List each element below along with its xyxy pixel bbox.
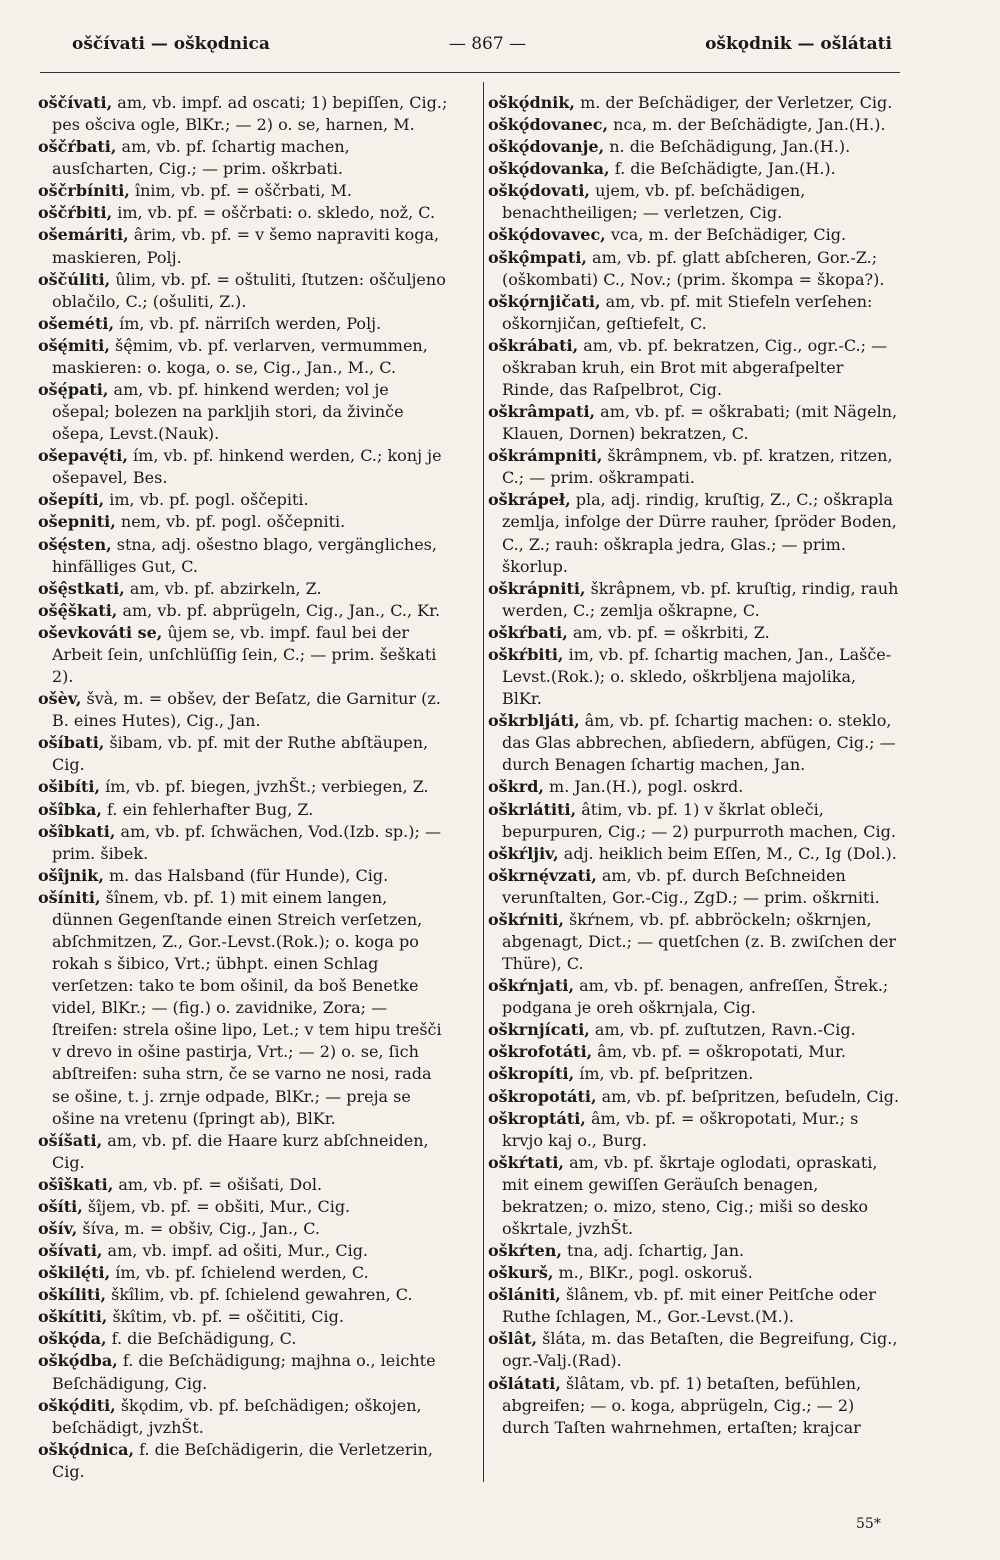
dictionary-entry bbox=[38, 1395, 450, 1439]
entry-definition: am, vb. pf. die Haare kurz abſchneiden, Cig. bbox=[52, 1130, 429, 1172]
entry-definition: am, vb. pf. bekratzen, Cig., ogr.-C.; — oškraban kruh, ein Brot mit abgeraſpelter Rinde, das Raſpelbrot, Cig. bbox=[502, 335, 888, 400]
dictionary-entry bbox=[38, 622, 450, 688]
dictionary-entry bbox=[38, 578, 450, 600]
dictionary-entry bbox=[488, 158, 900, 180]
entry-definition: m. das Halsband (für Hunde), Cig. bbox=[103, 865, 389, 885]
headword: oškǫ́diti, bbox=[38, 1395, 116, 1415]
dictionary-entry bbox=[38, 1439, 450, 1483]
headword: oškropotáti, bbox=[488, 1086, 597, 1106]
dictionary-entry bbox=[488, 224, 900, 246]
headword: ošíbati, bbox=[38, 733, 105, 753]
running-header bbox=[72, 34, 892, 54]
headword: oškrnę́vzati, bbox=[488, 865, 597, 885]
headword: oškǫ́dovati, bbox=[488, 181, 590, 201]
headword: oškǫ̂mpati, bbox=[488, 247, 587, 267]
dictionary-entry bbox=[38, 224, 450, 268]
dictionary-entry bbox=[488, 1086, 900, 1108]
headword: oškrámpniti, bbox=[488, 446, 603, 466]
dictionary-entry bbox=[38, 1174, 450, 1196]
headword: oškŕljiv, bbox=[488, 843, 559, 863]
entry-definition: adj. heiklich beim Eſſen, M., C., Ig (Dol.). bbox=[558, 843, 897, 863]
headword: ošepavę́ti, bbox=[38, 446, 128, 466]
dictionary-entry bbox=[38, 313, 450, 335]
header-right: oškǫdnik — ošlátati bbox=[705, 34, 892, 54]
headword: oškǫ́dba, bbox=[38, 1351, 118, 1371]
headword: ošèv, bbox=[38, 689, 82, 709]
headword: ošemáriti, bbox=[38, 225, 129, 245]
dictionary-entry bbox=[38, 180, 450, 202]
headword: ošíti, bbox=[38, 1196, 83, 1216]
headword: ošîjnik, bbox=[38, 865, 104, 885]
entry-definition: stna, adj. ošestno blago, vergängliches, hinfälliges Gut, C. bbox=[52, 534, 437, 576]
entry-definition: ím, vb. pf. hinkend werden, C.; konj je ošepavel, Bes. bbox=[52, 446, 442, 488]
headword: oškŕnjati, bbox=[488, 976, 575, 996]
headword: oškíliti, bbox=[38, 1285, 107, 1305]
entry-definition: am, vb. pf. = oškrbiti, Z. bbox=[567, 622, 770, 642]
headword: oškrofotáti, bbox=[488, 1042, 593, 1062]
entry-definition: f. die Beſchädigte, Jan.(H.). bbox=[609, 159, 836, 179]
entry-definition: šláta, m. das Betaſten, die Begreifung, Cig., ogr.-Valj.(Rad). bbox=[502, 1329, 898, 1371]
headword: oškropíti, bbox=[488, 1064, 575, 1084]
headword: oškrd, bbox=[488, 777, 544, 797]
headword: oškǫ́dnik, bbox=[488, 93, 575, 112]
headword: oščúliti, bbox=[38, 269, 111, 289]
entry-definition: šlâtam, vb. pf. 1) betaſten, befühlen, abgreifen; — o. koga, abprügeln, Cig.; — 2) durch Taſten wahrnehmen, ertaſten; krajcar bbox=[502, 1373, 862, 1437]
dictionary-entry bbox=[488, 1284, 900, 1328]
entry-definition: ujem, vb. pf. beſchädigen, benachtheiligen; — verletzen, Cig. bbox=[502, 181, 806, 223]
headword: ošę́sten, bbox=[38, 534, 112, 554]
dictionary-entry bbox=[488, 843, 900, 865]
entry-definition: înim, vb. pf. = oščrbati, M. bbox=[129, 181, 352, 201]
headword: ošę̂škati, bbox=[38, 600, 118, 620]
entry-definition: im, vb. pf. = oščrbati: o. skledo, nož, C. bbox=[112, 203, 436, 223]
headword: oškurš, bbox=[488, 1263, 554, 1283]
dictionary-entry bbox=[488, 975, 900, 1019]
headword: oškǫ́dovanje, bbox=[488, 137, 605, 157]
dictionary-entry bbox=[488, 1262, 900, 1284]
dictionary-entry bbox=[488, 865, 900, 909]
entry-definition: škrâpnem, vb. pf. kruſtig, rindig, rauh werden, C.; zemlja oškrapne, C. bbox=[502, 578, 899, 620]
entry-definition: nem, vb. pf. pogl. oščepniti. bbox=[115, 512, 346, 532]
headword: ošibíti, bbox=[38, 777, 101, 797]
dictionary-entry bbox=[38, 600, 450, 622]
entry-definition: šîjem, vb. pf. = obšiti, Mur., Cig. bbox=[82, 1196, 351, 1216]
dictionary-entry bbox=[488, 291, 900, 335]
entry-definition: am, vb. pf. beſpritzen, beſudeln, Cig. bbox=[596, 1086, 900, 1106]
headword: ošîškati, bbox=[38, 1174, 114, 1194]
entry-definition: šíva, m. = obšiv, Cig., Jan., C. bbox=[77, 1218, 320, 1238]
headword: ošlátati, bbox=[488, 1373, 561, 1393]
dictionary-entry bbox=[38, 1328, 450, 1350]
dictionary-entry bbox=[488, 180, 900, 224]
dictionary-entry bbox=[38, 1240, 450, 1262]
headword: oševkováti se, bbox=[38, 622, 163, 642]
headword: oškroptáti, bbox=[488, 1108, 586, 1128]
dictionary-entry bbox=[488, 644, 900, 710]
headword: oščrbíniti, bbox=[38, 181, 130, 201]
headword: ošíšati, bbox=[38, 1130, 103, 1150]
dictionary-entry bbox=[488, 909, 900, 975]
entry-definition: am, vb. pf. ſchwächen, Vod.(Izb. sp.); — prim. šibek. bbox=[52, 821, 441, 863]
dictionary-entry bbox=[488, 1240, 900, 1262]
dictionary-entry bbox=[488, 578, 900, 622]
dictionary-entry bbox=[488, 1373, 900, 1439]
entry-definition: am, vb. pf. = ošišati, Dol. bbox=[113, 1174, 323, 1194]
entry-definition: f. die Beſchädigung, C. bbox=[106, 1329, 297, 1349]
entry-definition: am, vb. impf. ad ošiti, Mur., Cig. bbox=[102, 1241, 369, 1261]
entry-definition: nca, m. der Beſchädigte, Jan.(H.). bbox=[608, 115, 886, 135]
headword: oškŕniti, bbox=[488, 909, 564, 929]
dictionary-entry bbox=[38, 1306, 450, 1328]
dictionary-entry bbox=[488, 114, 900, 136]
dictionary-entry bbox=[488, 1108, 900, 1152]
entry-definition: am, vb. pf. zuſtutzen, Ravn.-Cig. bbox=[589, 1020, 856, 1040]
dictionary-entry bbox=[488, 1328, 900, 1372]
headword: oškrápeł, bbox=[488, 490, 571, 510]
headword: ošíniti, bbox=[38, 887, 101, 907]
entry-definition: m., BlKr., pogl. oskoruš. bbox=[553, 1263, 753, 1283]
entry-definition: škǫdim, vb. pf. beſchädigen; oškojen, beſchädigt, jvzhŠt. bbox=[52, 1395, 422, 1437]
entry-definition: ûlim, vb. pf. = oštuliti, ſtutzen: oščuljeno oblačilo, C.; (ošuliti, Z.). bbox=[52, 269, 446, 311]
entry-definition: am, vb. pf. abzirkeln, Z. bbox=[124, 578, 322, 598]
headword: oškrbljáti, bbox=[488, 711, 580, 731]
left-column bbox=[38, 92, 450, 1483]
entry-definition: šînem, vb. pf. 1) mit einem langen, dünnen Gegenſtande einen Streich verſetzen, abſchmitzen, Z., Gor.-Levst.(Rok.); o. koga po rokah s šibico, Vrt.; übhpt. einen Schlag verſetzen: tako te bom ošinil, da boš Benetke videl, BlKr.; — (fig.) o. zavidnike, Zora; — ſtreifen: strela ošine lipo, Let.; v tem hipu trešči v drevo in ošine pastirja, Vrt.; — 2) o. se, ſich abſtreifen: suha strn, če se varno ne nosi, rada se ošine, t. j. zrnje odpade, BlKr.; — preja se ošine na vretenu (ſpringt ab), BlKr. bbox=[52, 887, 442, 1128]
entry-definition: tna, adj. ſchartig, Jan. bbox=[561, 1241, 745, 1261]
headword: oškrábati, bbox=[488, 335, 579, 355]
headword: ošîbka, bbox=[38, 799, 102, 819]
entry-definition: âm, vb. pf. = oškropotati, Mur. bbox=[592, 1042, 846, 1062]
dictionary-entry bbox=[38, 269, 450, 313]
headword: oškilę́ti, bbox=[38, 1263, 111, 1283]
headword: oškrápniti, bbox=[488, 578, 586, 598]
dictionary-entry bbox=[38, 1218, 450, 1240]
headword: ošepíti, bbox=[38, 490, 105, 510]
column-divider bbox=[483, 82, 484, 1482]
entry-definition: am, vb. pf. škrtaje oglodati, opraskati, mit einem gewiſſen Geräuſch benagen, bekratzen; o. mizo, steno, Cig.; miši so desko oškrtale, jvzhŠt. bbox=[502, 1152, 878, 1238]
dictionary-entry bbox=[38, 92, 450, 136]
dictionary-entry bbox=[38, 688, 450, 732]
headword: oščívati, bbox=[38, 93, 113, 112]
entry-definition: švà, m. = obšev, der Beſatz, die Garnitur (z. B. eines Hutes), Cig., Jan. bbox=[52, 689, 441, 731]
dictionary-entry bbox=[488, 1041, 900, 1063]
header-rule bbox=[40, 72, 900, 73]
dictionary-entry bbox=[38, 1196, 450, 1218]
dictionary-entry bbox=[38, 489, 450, 511]
entry-definition: škrâmpnem, vb. pf. kratzen, ritzen, C.; — prim. oškrampati. bbox=[502, 446, 893, 488]
entry-definition: šlânem, vb. pf. mit einer Peitſche oder Ruthe ſchlagen, M., Gor.-Levst.(M.). bbox=[502, 1285, 876, 1327]
dictionary-entry bbox=[488, 799, 900, 843]
headword: oščŕbati, bbox=[38, 137, 117, 157]
entry-definition: škîlim, vb. pf. ſchielend gewahren, C. bbox=[106, 1285, 413, 1305]
dictionary-entry bbox=[488, 1152, 900, 1240]
dictionary-entry bbox=[38, 799, 450, 821]
headword: ošę̂stkati, bbox=[38, 578, 125, 598]
headword: ošę́miti, bbox=[38, 335, 110, 355]
right-column bbox=[488, 92, 900, 1439]
entry-definition: m. der Beſchädiger, der Verletzer, Cig. bbox=[575, 93, 893, 112]
entry-definition: ûjem se, vb. impf. faul bei der Arbeit ſein, unſchlüſſig ſein, C.; — prim. šeškati 2). bbox=[52, 622, 437, 687]
headword: ošeméti, bbox=[38, 313, 115, 333]
entry-definition: âtim, vb. pf. 1) v škrlat obleči, bepurpuren, Cig.; — 2) purpurroth machen, Cig. bbox=[502, 799, 896, 841]
headword: ošlániti, bbox=[488, 1285, 561, 1305]
dictionary-entry bbox=[38, 379, 450, 445]
signature-mark: 55* bbox=[856, 1516, 881, 1532]
entry-definition: škŕnem, vb. pf. abbröckeln; oškrnjen, abgenagt, Dict.; — quetſchen (z. B. zwiſchen der Thüre), C. bbox=[502, 909, 897, 974]
dictionary-entry bbox=[38, 534, 450, 578]
header-left: oščívati — oškǫdnica bbox=[72, 34, 270, 54]
dictionary-entry bbox=[38, 1350, 450, 1394]
entry-definition: f. die Beſchädigung; majhna o., leichte Beſchädigung, Cig. bbox=[52, 1351, 436, 1393]
dictionary-entry bbox=[38, 1284, 450, 1306]
dictionary-entry bbox=[488, 401, 900, 445]
entry-definition: m. Jan.(H.), pogl. oskrd. bbox=[543, 777, 744, 797]
entry-definition: vca, m. der Beſchädiger, Cig. bbox=[605, 225, 847, 245]
entry-definition: ím, vb. pf. ſchielend werden, C. bbox=[110, 1263, 369, 1283]
headword: ošív, bbox=[38, 1218, 78, 1238]
dictionary-entry bbox=[38, 821, 450, 865]
headword: ošę́pati, bbox=[38, 380, 109, 400]
dictionary-entry bbox=[488, 1063, 900, 1085]
headword: oškŕbiti, bbox=[488, 644, 564, 664]
headword: oškítiti, bbox=[38, 1307, 108, 1327]
entry-definition: ím, vb. pf. biegen, jvzhŠt.; verbiegen, Z. bbox=[100, 777, 429, 797]
entry-definition: šibam, vb. pf. mit der Ruthe abſtäupen, Cig. bbox=[52, 733, 429, 775]
dictionary-entry bbox=[38, 511, 450, 533]
entry-definition: am, vb. impf. ad oscati; 1) bepiſſen, Cig.; pes ošciva ogle, BlKr.; — 2) o. se, harnen, M. bbox=[52, 93, 448, 135]
entry-definition: škîtim, vb. pf. = oščititi, Cig. bbox=[107, 1307, 344, 1327]
headword: oškŕtati, bbox=[488, 1152, 564, 1172]
dictionary-entry bbox=[38, 776, 450, 798]
dictionary-entry bbox=[488, 335, 900, 401]
entry-definition: f. ein fehlerhafter Bug, Z. bbox=[101, 799, 314, 819]
entry-definition: am, vb. pf. durch Beſchneiden verunſtalten, Gor.-Cig., ZgD.; — prim. oškrniti. bbox=[502, 865, 880, 907]
dictionary-entry bbox=[488, 136, 900, 158]
entry-definition: šę̂mim, vb. pf. verlarven, vermummen, maskieren: o. koga, o. se, Cig., Jan., M., C. bbox=[52, 335, 428, 377]
dictionary-entry bbox=[488, 710, 900, 776]
page-number: — 867 — bbox=[448, 34, 527, 54]
entry-definition: ím, vb. pf. närriſch werden, Polj. bbox=[114, 313, 382, 333]
dictionary-entry bbox=[488, 445, 900, 489]
headword: oščŕbiti, bbox=[38, 203, 113, 223]
headword: oškŕbati, bbox=[488, 622, 568, 642]
dictionary-entry bbox=[38, 1130, 450, 1174]
dictionary-entry bbox=[38, 335, 450, 379]
dictionary-entry bbox=[38, 865, 450, 887]
headword: oškŕten, bbox=[488, 1241, 562, 1261]
dictionary-entry bbox=[38, 445, 450, 489]
headword: oškǫ́dnica, bbox=[38, 1439, 135, 1459]
headword: oškǫ́da, bbox=[38, 1329, 107, 1349]
dictionary-entry bbox=[38, 887, 450, 1130]
entry-definition: ím, vb. pf. beſpritzen. bbox=[574, 1064, 754, 1084]
dictionary-entry bbox=[488, 622, 900, 644]
entry-definition: am, vb. pf. mit Stiefeln verſehen: oškornjičan, geſtiefelt, C. bbox=[502, 291, 873, 333]
dictionary-entry bbox=[488, 92, 900, 114]
headword: ošlât, bbox=[488, 1329, 538, 1349]
headword: ošívati, bbox=[38, 1241, 103, 1261]
headword: ošîbkati, bbox=[38, 821, 116, 841]
entry-definition: pla, adj. rindig, kruſtig, Z., C.; oškrapla zemlja, infolge der Dürre rauher, ſpröder Boden, C., Z.; rauh: oškrapla jedra, Glas.; — prim. škorlup. bbox=[502, 490, 897, 576]
headword: oškǫ́rnjičati, bbox=[488, 291, 601, 311]
dictionary-entry bbox=[488, 1019, 900, 1041]
headword: oškǫ́dovanka, bbox=[488, 159, 610, 179]
entry-definition: am, vb. pf. = oškrabati; (mit Nägeln, Klauen, Dornen) bekratzen, C. bbox=[502, 402, 898, 444]
headword: oškǫ́dovanec, bbox=[488, 115, 609, 135]
dictionary-entry bbox=[38, 202, 450, 224]
dictionary-entry bbox=[488, 489, 900, 577]
headword: oškrâmpati, bbox=[488, 402, 596, 422]
dictionary-entry bbox=[38, 1262, 450, 1284]
entry-definition: n. die Beſchädigung, Jan.(H.). bbox=[604, 137, 851, 157]
dictionary-entry bbox=[38, 732, 450, 776]
entry-definition: ârim, vb. pf. = v šemo napraviti koga, maskieren, Polj. bbox=[52, 225, 440, 267]
entry-definition: im, vb. pf. ſchartig machen, Jan., Lašče-Levst.(Rok.); o. skledo, oškrbljena majolika, BlKr. bbox=[502, 644, 892, 709]
dictionary-entry bbox=[488, 247, 900, 291]
headword: oškrnjícati, bbox=[488, 1020, 590, 1040]
entry-definition: im, vb. pf. pogl. oščepiti. bbox=[104, 490, 309, 510]
entry-definition: am, vb. pf. glatt abſcheren, Gor.-Z.; (oškombati) C., Nov.; (prim. škompa = škopa?). bbox=[502, 247, 885, 289]
headword: oškrlátiti, bbox=[488, 799, 577, 819]
entry-definition: am, vb. pf. benagen, anfreſſen, Štrek.; podgana je oreh oškrnjala, Cig. bbox=[502, 976, 889, 1018]
headword: oškǫ́dovavec, bbox=[488, 225, 606, 245]
entry-definition: am, vb. pf. hinkend werden; vol je ošepal; bolezen na parkljih stori, da živinče ošepa, Levst.(Nauk). bbox=[52, 380, 404, 444]
entry-definition: am, vb. pf. ſchartig machen, ausſcharten, Cig.; — prim. oškrbati. bbox=[52, 137, 350, 179]
entry-definition: f. die Beſchädigerin, die Verletzerin, Cig. bbox=[52, 1439, 433, 1481]
dictionary-entry bbox=[488, 776, 900, 798]
headword: ošepniti, bbox=[38, 512, 116, 532]
entry-definition: âm, vb. pf. = oškropotati, Mur.; s krvjo kaj o., Burg. bbox=[502, 1108, 859, 1150]
entry-definition: am, vb. pf. abprügeln, Cig., Jan., C., Kr. bbox=[117, 600, 441, 620]
entry-definition: âm, vb. pf. ſchartig machen: o. steklo, das Glas abbrechen, abſiedern, abfügen, Cig.; — durch Benagen ſchartig machen, Jan. bbox=[502, 711, 896, 775]
dictionary-entry bbox=[38, 136, 450, 180]
